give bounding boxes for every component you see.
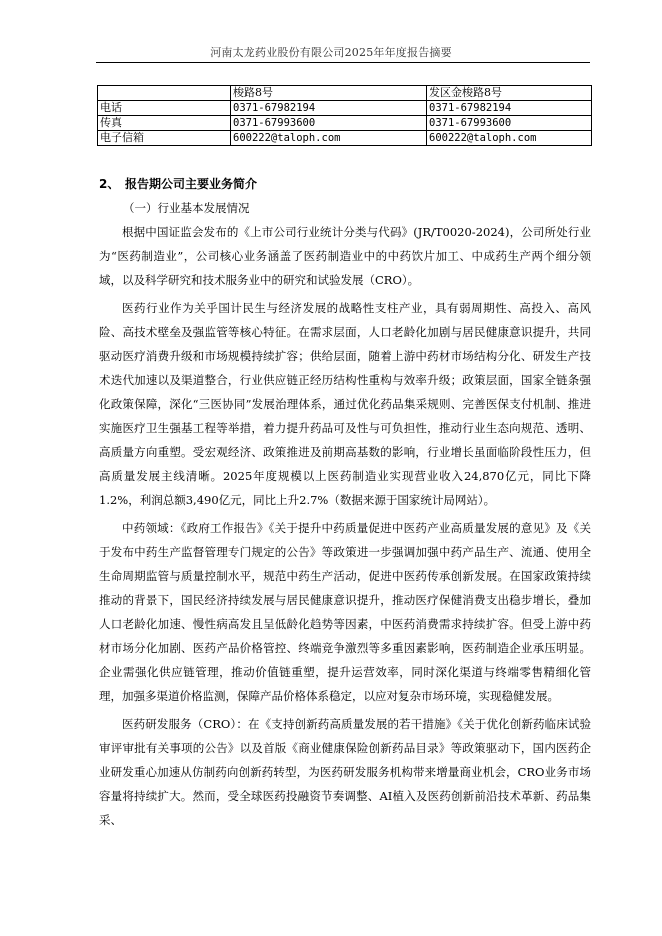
paragraph-industry-overview: 医药行业作为关乎国计民生与经济发展的战略性支柱产业，具有弱周期性、高投入、高风险、高技术壁垒及强监管等核心特征。在需求层面，人口老龄化加剧与居民健康意识提升，共同驱动医疗消费升级和市场规模持续扩容；供给层面，随着上游中药材市场结构分化、研发生产技术迭代加速以及渠道整合，行业供应链正经历结构性重构与效率升级；政策层面，国家全链条强化政策保障，深化“三医协同”发展治理体系，通过优化药品集采规则、完善医保支付机制、推进实施医疗卫生强基工程等举措，着力提升药品可及性与可负担性，推动行业生态向规范、透明、高质量方向重塑。受宏观经济、政策推进及前期高基数的影响，行业增长虽面临阶段性压力，但高质量发展主线清晰。2025年度规模以上医药制造业实现营业收入24,870亿元，同比下降1.2%，利润总额3,490亿元，同比上升2.7%（数据来源于国家统计局网站）。 <box>99 301 591 507</box>
address-label-cell <box>98 86 231 101</box>
section-body <box>99 220 591 836</box>
subsection-heading: （一）行业基本发展情况 <box>123 201 250 215</box>
paragraph-industry-classification: 根据中国证监会发布的《上市公司行业统计分类与代码》(JR/T0020-2024)，公司所处行业为“医药制造业”，公司核心业务涵盖了医药制造业中的中药饮片加工、中成药生产两个细分领域，以及科学研究和技术服务业中的研究和试验发展（CRO）。 <box>99 225 591 287</box>
fax-value-1: 0371-67993600 <box>231 116 427 131</box>
header-divider <box>96 62 590 63</box>
section-number: 2、 <box>99 177 120 191</box>
email-value-2: 600222@taloph.com <box>427 131 592 146</box>
registered-address-cell: 发区金梭路8号 <box>427 86 592 101</box>
fax-label: 传真 <box>98 116 231 131</box>
paragraph-cro-services: 医药研发服务（CRO）：在《支持创新药高质量发展的若干措施》《关于优化创新药临床试验审评审批有关事项的公告》以及首版《商业健康保险创新药品目录》等政策驱动下，国内医药企业研发重心加速从仿制药向创新药转型，为医药研发服务机构带来增量商业机会，CRO业务市场容量将持续扩大。然而，受全球医药投融资节奏调整、AI植入及医药创新前沿技术革新、药品集采、 <box>99 717 591 827</box>
table-row <box>98 86 592 101</box>
table-row <box>98 131 592 146</box>
email-value-1: 600222@taloph.com <box>231 131 427 146</box>
phone-label: 电话 <box>98 101 231 116</box>
section-title: 报告期公司主要业务简介 <box>125 177 258 191</box>
report-header-title: 河南太龙药业股份有限公司2025年年度报告摘要 <box>210 46 452 59</box>
office-address-cell: 梭路8号 <box>231 86 427 101</box>
table-row <box>98 101 592 116</box>
phone-value-2: 0371-67982194 <box>427 101 592 116</box>
email-label: 电子信箱 <box>98 131 231 146</box>
fax-value-2: 0371-67993600 <box>427 116 592 131</box>
paragraph-tcm-field: 中药领域：《政府工作报告》《关于提升中药质量促进中医药产业高质量发展的意见》及《关于发布中药生产监督管理专门规定的公告》等政策进一步强调加强中药产品生产、流通、使用全生命周期监管与质量控制水平，规范中药生产活动，促进中医药传承创新发展。在国家政策持续推动的背景下，国民经济持续发展与居民健康意识提升，推动医疗保健消费支出稳步增长，叠加人口老龄化加速、慢性病高发且呈低龄化趋势等因素，中医药消费需求持续扩容。但受上游中药材市场分化加剧、医药产品价格管控、终端竞争激烈等多重因素影响，医药制造企业承压明显。企业需强化供应链管理，推动价值链重塑，提升运营效率，同时深化渠道与终端零售精细化管理，加强多渠道价格监测，保障产品价格体系稳定，以应对复杂市场环境，实现稳健发展。 <box>99 521 591 703</box>
table-row <box>98 116 592 131</box>
contact-info-table <box>97 85 592 146</box>
phone-value-1: 0371-67982194 <box>231 101 427 116</box>
section-heading <box>99 175 257 192</box>
